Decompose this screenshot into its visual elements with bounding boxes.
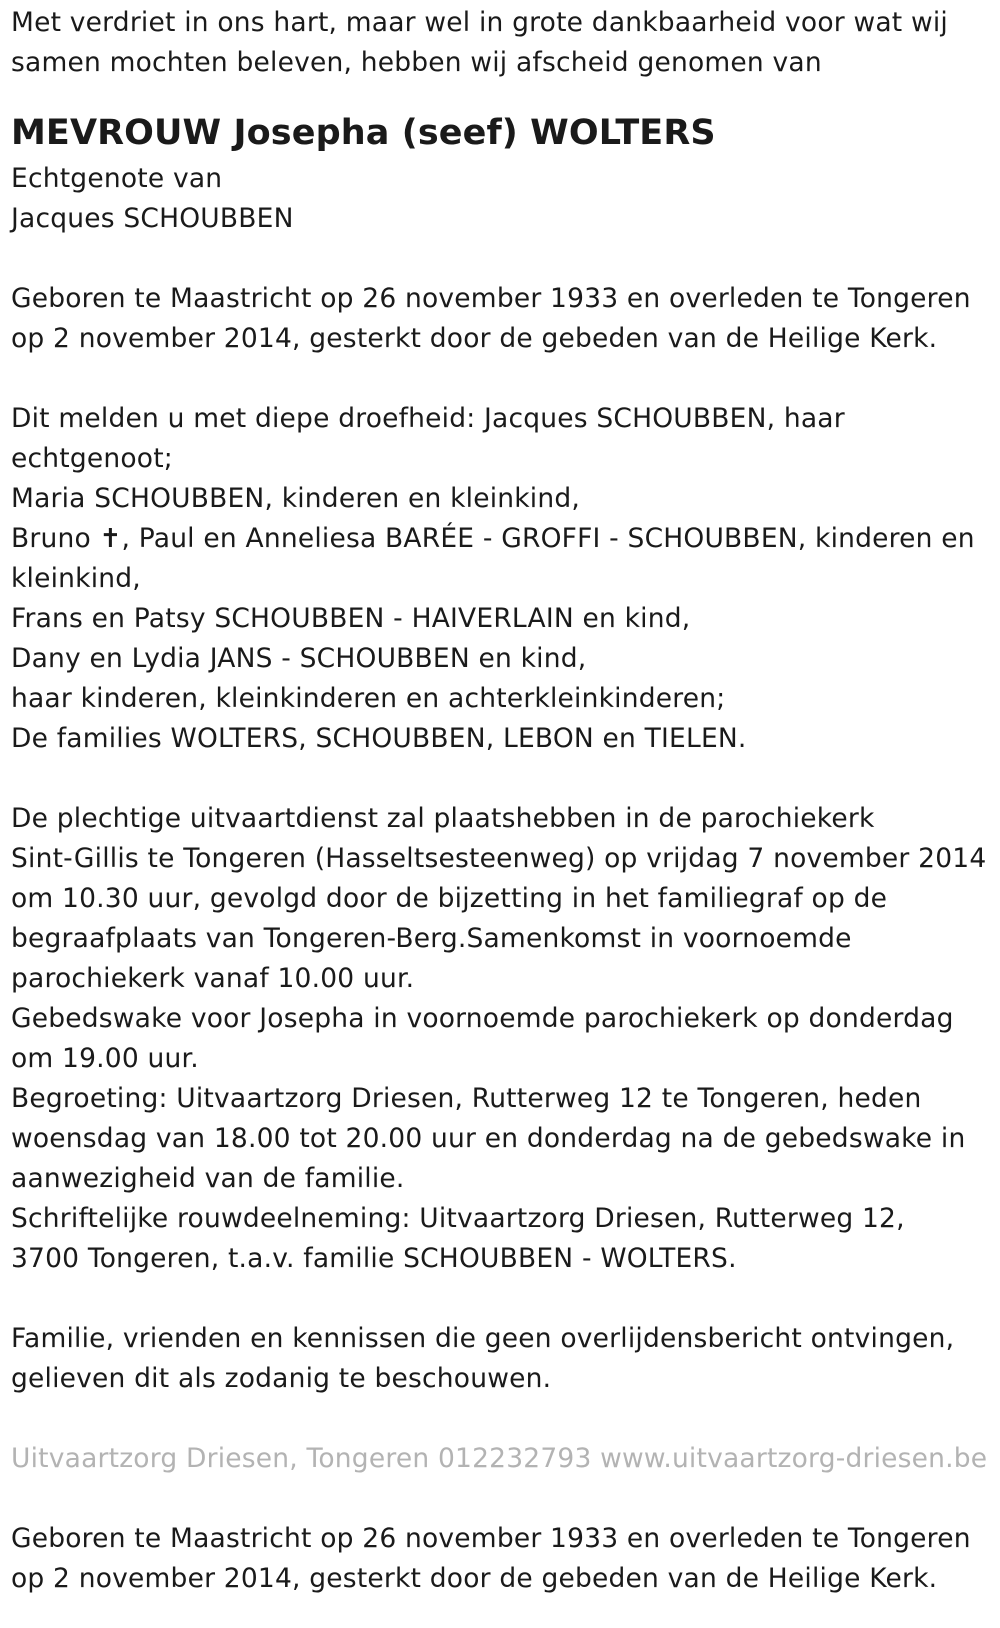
spacer — [11, 359, 990, 399]
ceremony-line: parochiekerk vanaf 10.00 uur. — [11, 963, 415, 994]
birth-death-line: Geboren te Maastricht op 26 november 1933 en overleden te Tongeren — [11, 1523, 971, 1554]
family-line-bruno — [11, 519, 990, 559]
birth-death-line: op 2 november 2014, gesterkt door de gebeden van de Heilige Kerk. — [11, 1563, 938, 1594]
intro-line: Met verdriet in ons hart, maar wel in grote dankbaarheid voor wat wij — [11, 7, 948, 38]
spacer — [11, 1399, 990, 1439]
spacer — [11, 1279, 990, 1319]
intro-paragraph — [11, 3, 990, 83]
ceremony-line: Begroeting: Uitvaartzorg Driesen, Rutterweg 12 te Tongeren, heden — [11, 1083, 922, 1114]
ceremony-line: 3700 Tongeren, t.a.v. familie SCHOUBBEN - WOLTERS. — [11, 1243, 737, 1274]
ceremony-line: Schriftelijke rouwdeelneming: Uitvaartzorg Driesen, Rutterweg 12, — [11, 1203, 905, 1234]
family-line: kleinkind, — [11, 563, 141, 594]
bruno-name: Bruno — [11, 523, 100, 554]
ceremony-line: Gebedswake voor Josepha in voornoemde parochiekerk op donderdag — [11, 1003, 954, 1034]
ceremony-line: Sint-Gillis te Tongeren (Hasseltsesteenweg) op vrijdag 7 november 2014 — [11, 843, 987, 874]
ceremony-line: om 19.00 uur. — [11, 1043, 199, 1074]
closing-line: gelieven dit als zodanig te beschouwen. — [11, 1363, 552, 1394]
family-line: echtgenoot; — [11, 443, 173, 474]
family-line: Maria SCHOUBBEN, kinderen en kleinkind, — [11, 483, 581, 514]
repeat-birth-death-paragraph — [11, 1519, 990, 1599]
birth-death-line: Geboren te Maastricht op 26 november 1933 en overleden te Tongeren — [11, 283, 971, 314]
closing-paragraph — [11, 1319, 990, 1399]
family-line: De families WOLTERS, SCHOUBBEN, LEBON en TIELEN. — [11, 723, 747, 754]
ceremony-line: aanwezigheid van de familie. — [11, 1163, 405, 1194]
birth-death-paragraph — [11, 279, 990, 359]
ceremony-line: om 10.30 uur, gevolgd door de bijzetting in het familiegraf op de — [11, 883, 888, 914]
intro-line: samen mochten beleven, hebben wij afscheid genomen van — [11, 47, 822, 78]
birth-death-line: op 2 november 2014, gesterkt door de gebeden van de Heilige Kerk. — [11, 323, 938, 354]
family-line: haar kinderen, kleinkinderen en achterkleinkinderen; — [11, 683, 726, 714]
ceremony-line: begraafplaats van Tongeren-Berg.Samenkomst in voornoemde — [11, 923, 852, 954]
ceremony-line: woensdag van 18.00 tot 20.00 uur en donderdag na de gebedswake in — [11, 1123, 966, 1154]
ceremony-line: De plechtige uitvaartdienst zal plaatshebben in de parochiekerk — [11, 803, 875, 834]
deceased-name: MEVROUW Josepha (seef) WOLTERS — [11, 113, 716, 153]
spouse-relation: Echtgenote van — [11, 163, 223, 194]
closing-line: Familie, vrienden en kennissen die geen overlijdensbericht ontvingen, — [11, 1323, 955, 1354]
bruno-rest: , Paul en Anneliesa BARÉE - GROFFI - SCHOUBBEN, kinderen en — [121, 523, 975, 554]
cross-icon: ✝ — [99, 524, 122, 554]
family-line: Dany en Lydia JANS - SCHOUBBEN en kind, — [11, 643, 587, 674]
spouse-name: Jacques SCHOUBBEN — [11, 203, 294, 234]
funeral-home-footer: Uitvaartzorg Driesen, Tongeren 012232793 www.uitvaartzorg-driesen.be — [11, 1443, 988, 1474]
ceremony-paragraph — [11, 799, 990, 1279]
spacer — [11, 1479, 990, 1519]
spacer — [11, 759, 990, 799]
family-paragraph — [11, 399, 990, 759]
spacer — [11, 239, 990, 279]
family-line: Dit melden u met diepe droefheid: Jacques SCHOUBBEN, haar — [11, 403, 845, 434]
family-line: Frans en Patsy SCHOUBBEN - HAIVERLAIN en kind, — [11, 603, 691, 634]
